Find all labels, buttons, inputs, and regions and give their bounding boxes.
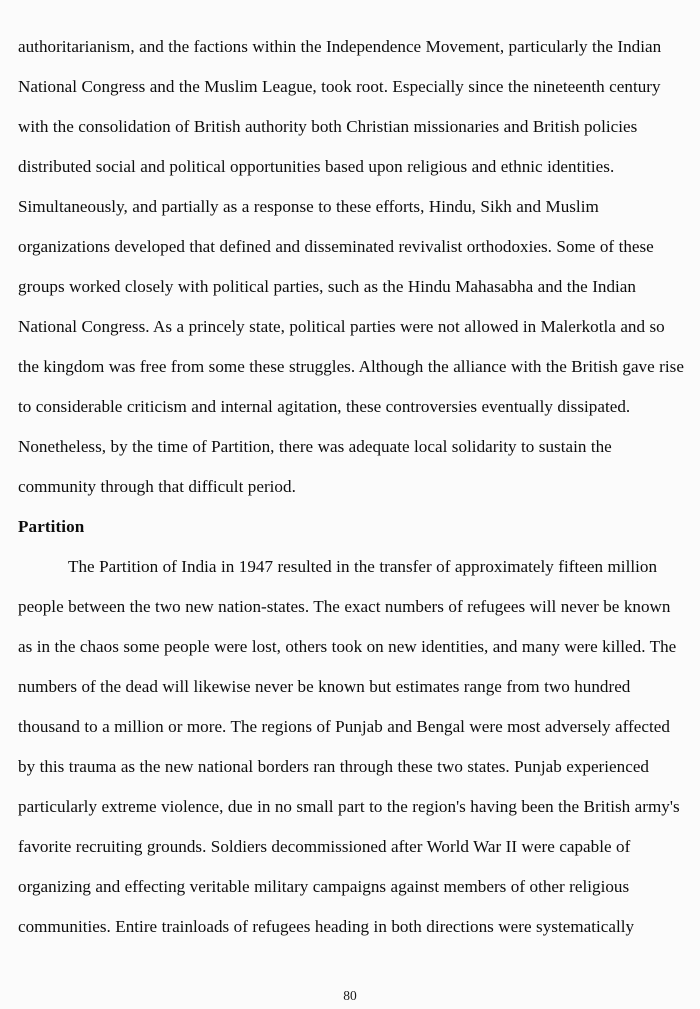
paragraph-partition-of-india: The Partition of India in 1947 resulted in the transfer of approximately fifteen million people between the two new nation-states. The exact numbers of refugees will never be known as in the chaos some people were lost, others took on new identities, and many were killed. The numbers of the dead will likewise never be known but estimates range from two hundred thousand to a million or more. The regions of Punjab and Bengal were most adversely affected by this trauma as the new national borders ran through these two states. Punjab experienced particularly extreme violence, due in no small part to the region's having been the British army's favorite recruiting grounds. Soldiers decommissioned after World War II were capable of organizing and effecting veritable military campaigns against members of other religious communities. Entire trainloads of refugees heading in both directions were systematically	[18, 557, 680, 936]
document-text-column	[18, 27, 684, 947]
section-heading-partition: Partition	[18, 517, 85, 536]
paragraph-authoritarianism: authoritarianism, and the factions within the Independence Movement, particularly the Indian National Congress and the Muslim League, took root. Especially since the nineteenth century with the consolidation of British authority both Christian missionaries and British policies distributed social and political opportunities based upon religious and ethnic identities. Simultaneously, and partially as a response to these efforts, Hindu, Sikh and Muslim organizations developed that defined and disseminated revivalist orthodoxies. Some of these groups worked closely with political parties, such as the Hindu Mahasabha and the Indian National Congress. As a princely state, political parties were not allowed in Malerkotla and so the kingdom was free from some these struggles. Although the alliance with the British gave rise to considerable criticism and internal agitation, these controversies eventually dissipated. Nonetheless, by the time of Partition, there was adequate local solidarity to sustain the community through that difficult period.	[18, 37, 684, 496]
page-number: 80	[343, 988, 357, 1003]
